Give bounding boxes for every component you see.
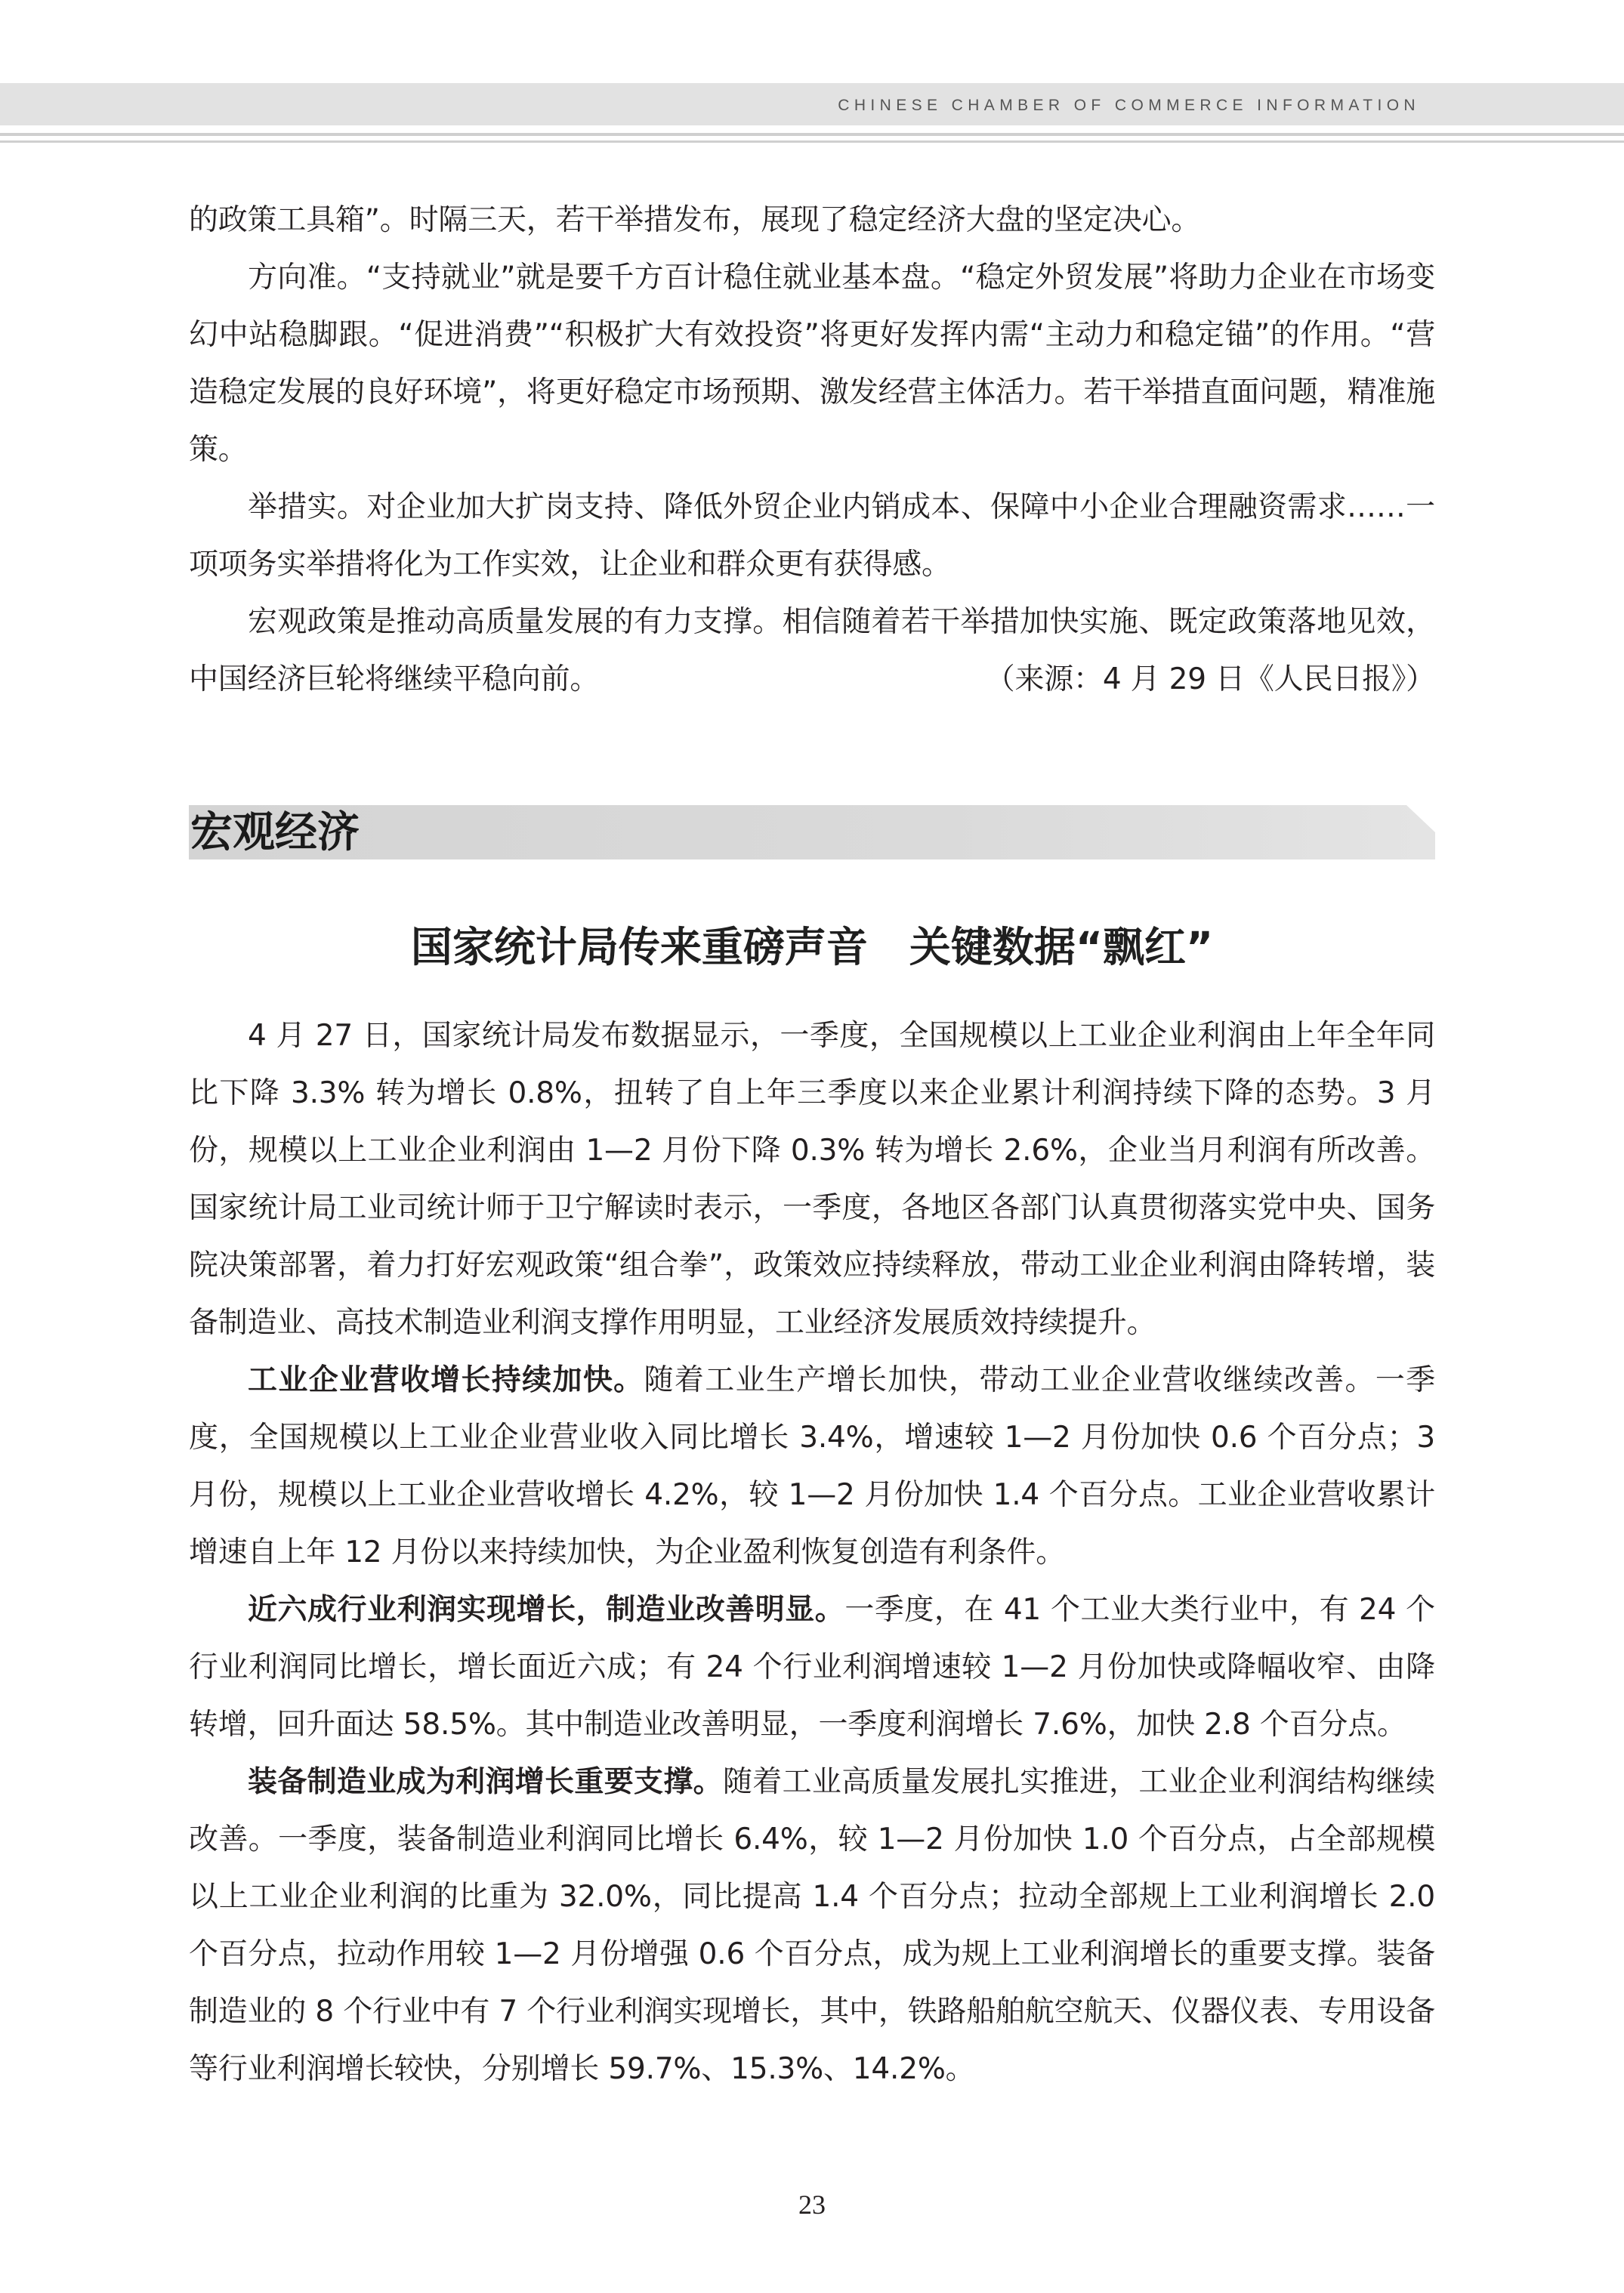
article-title: 国家统计局传来重磅声音 关键数据“飘红”: [410, 923, 1214, 971]
paragraph: [189, 594, 1435, 708]
page-number: 23: [798, 2190, 826, 2220]
point-lead: 装备制造业成为利润增长重要支撑。: [248, 1765, 723, 1799]
paragraph-text: 宏观政策是推动高质量发展的有力支撑。相信随着若干举措加快实施、既定政策落地见效，中国经济巨轮将继续平稳向前。: [189, 605, 1435, 696]
section-heading-bar: [189, 805, 1435, 859]
article-point-paragraph: [189, 1582, 1435, 1754]
point-lead: 近六成行业利润实现增长，制造业改善明显。: [248, 1593, 845, 1627]
paragraph: 的政策工具箱”。时隔三天，若干举措发布，展现了稳定经济大盘的坚定决心。: [189, 203, 1201, 237]
article-point-paragraph: [189, 1754, 1435, 2098]
article-point-paragraph: [189, 1352, 1435, 1582]
article-intro-paragraph: 4 月 27 日，国家统计局发布数据显示，一季度，全国规模以上工业企业利润由上年全年同比下降 3.3% 转为增长 0.8%，扭转了自上年三季度以来企业累计利润持续下降的态势。3 月份，规模以上工业企业利润由 1—2 月份下降 0.3% 转为增长 2.6%，企业当月利润有所改善。国家统计局工业司统计师于卫宁解读时表示，一季度，各地区各部门认真贯彻落实党中央、国务院决策部署，着力打好宏观政策“组合拳”，政策效应持续释放，带动工业企业利润由降转增，装备制造业、高技术制造业利润支撑作用明显，工业经济发展质效持续提升。: [189, 1019, 1435, 1340]
point-body: 随着工业高质量发展扎实推进，工业企业利润结构继续改善。一季度，装备制造业利润同比增长 6.4%，较 1—2 月份加快 1.0 个百分点，占全部规模以上工业企业利润的比重为 32.0%，同比提高 1.4 个百分点；拉动全部规上工业利润增长 2.0 个百分点，拉动作用较 1—2 月份增强 0.6 个百分点，成为规上工业利润增长的重要支撑。装备制造业的 8 个行业中有 7 个行业利润实现增长，其中，铁路船舶航空航天、仪器仪表、专用设备等行业利润增长较快，分别增长 59.7%、15.3%、14.2%。: [189, 1765, 1436, 2086]
article-body: [189, 1008, 1435, 2098]
point-body: 随着工业生产增长加快，带动工业企业营收继续改善。一季度，全国规模以上工业企业营业收入同比增长 3.4%，增速较 1—2 月份加快 0.6 个百分点；3 月份，规模以上工业企业营收增长 4.2%，较 1—2 月份加快 1.4 个百分点。工业企业营收累计增速自上年 12 月份以来持续加快，为企业盈利恢复创造有利条件。: [189, 1363, 1435, 1569]
paragraph: 方向准。“支持就业”就是要千方百计稳住就业基本盘。“稳定外贸发展”将助力企业在市场变幻中站稳脚跟。“促进消费”“积极扩大有效投资”将更好发挥内需“主动力和稳定锚”的作用。“营造稳定发展的良好环境”，将更好稳定市场预期、激发经营主体活力。若干举措直面问题，精准施策。: [189, 261, 1435, 467]
point-lead: 工业企业营收增长持续加快。: [248, 1363, 644, 1397]
source-citation: （来源：4 月 29 日《人民日报》）: [985, 662, 1435, 696]
header-rule-bottom: [0, 140, 1624, 143]
paragraph: 举措实。对企业加大扩岗支持、降低外贸企业内销成本、保障中小企业合理融资需求……一项项务实举措将化为工作实效，让企业和群众更有获得感。: [189, 490, 1435, 582]
previous-article-continuation: [189, 192, 1435, 708]
running-header-title: CHINESE CHAMBER OF COMMERCE INFORMATION: [838, 97, 1420, 114]
section-title: 宏观经济: [190, 807, 360, 857]
point-body: 一季度，在 41 个工业大类行业中，有 24 个行业利润同比增长，增长面近六成；有 24 个行业利润增速较 1—2 月份加快或降幅收窄、由降转增，回升面达 58.5%。其中制造业改善明显，一季度利润增长 7.6%，加快 2.8 个百分点。: [189, 1593, 1435, 1742]
header-rule-top: [0, 133, 1624, 136]
